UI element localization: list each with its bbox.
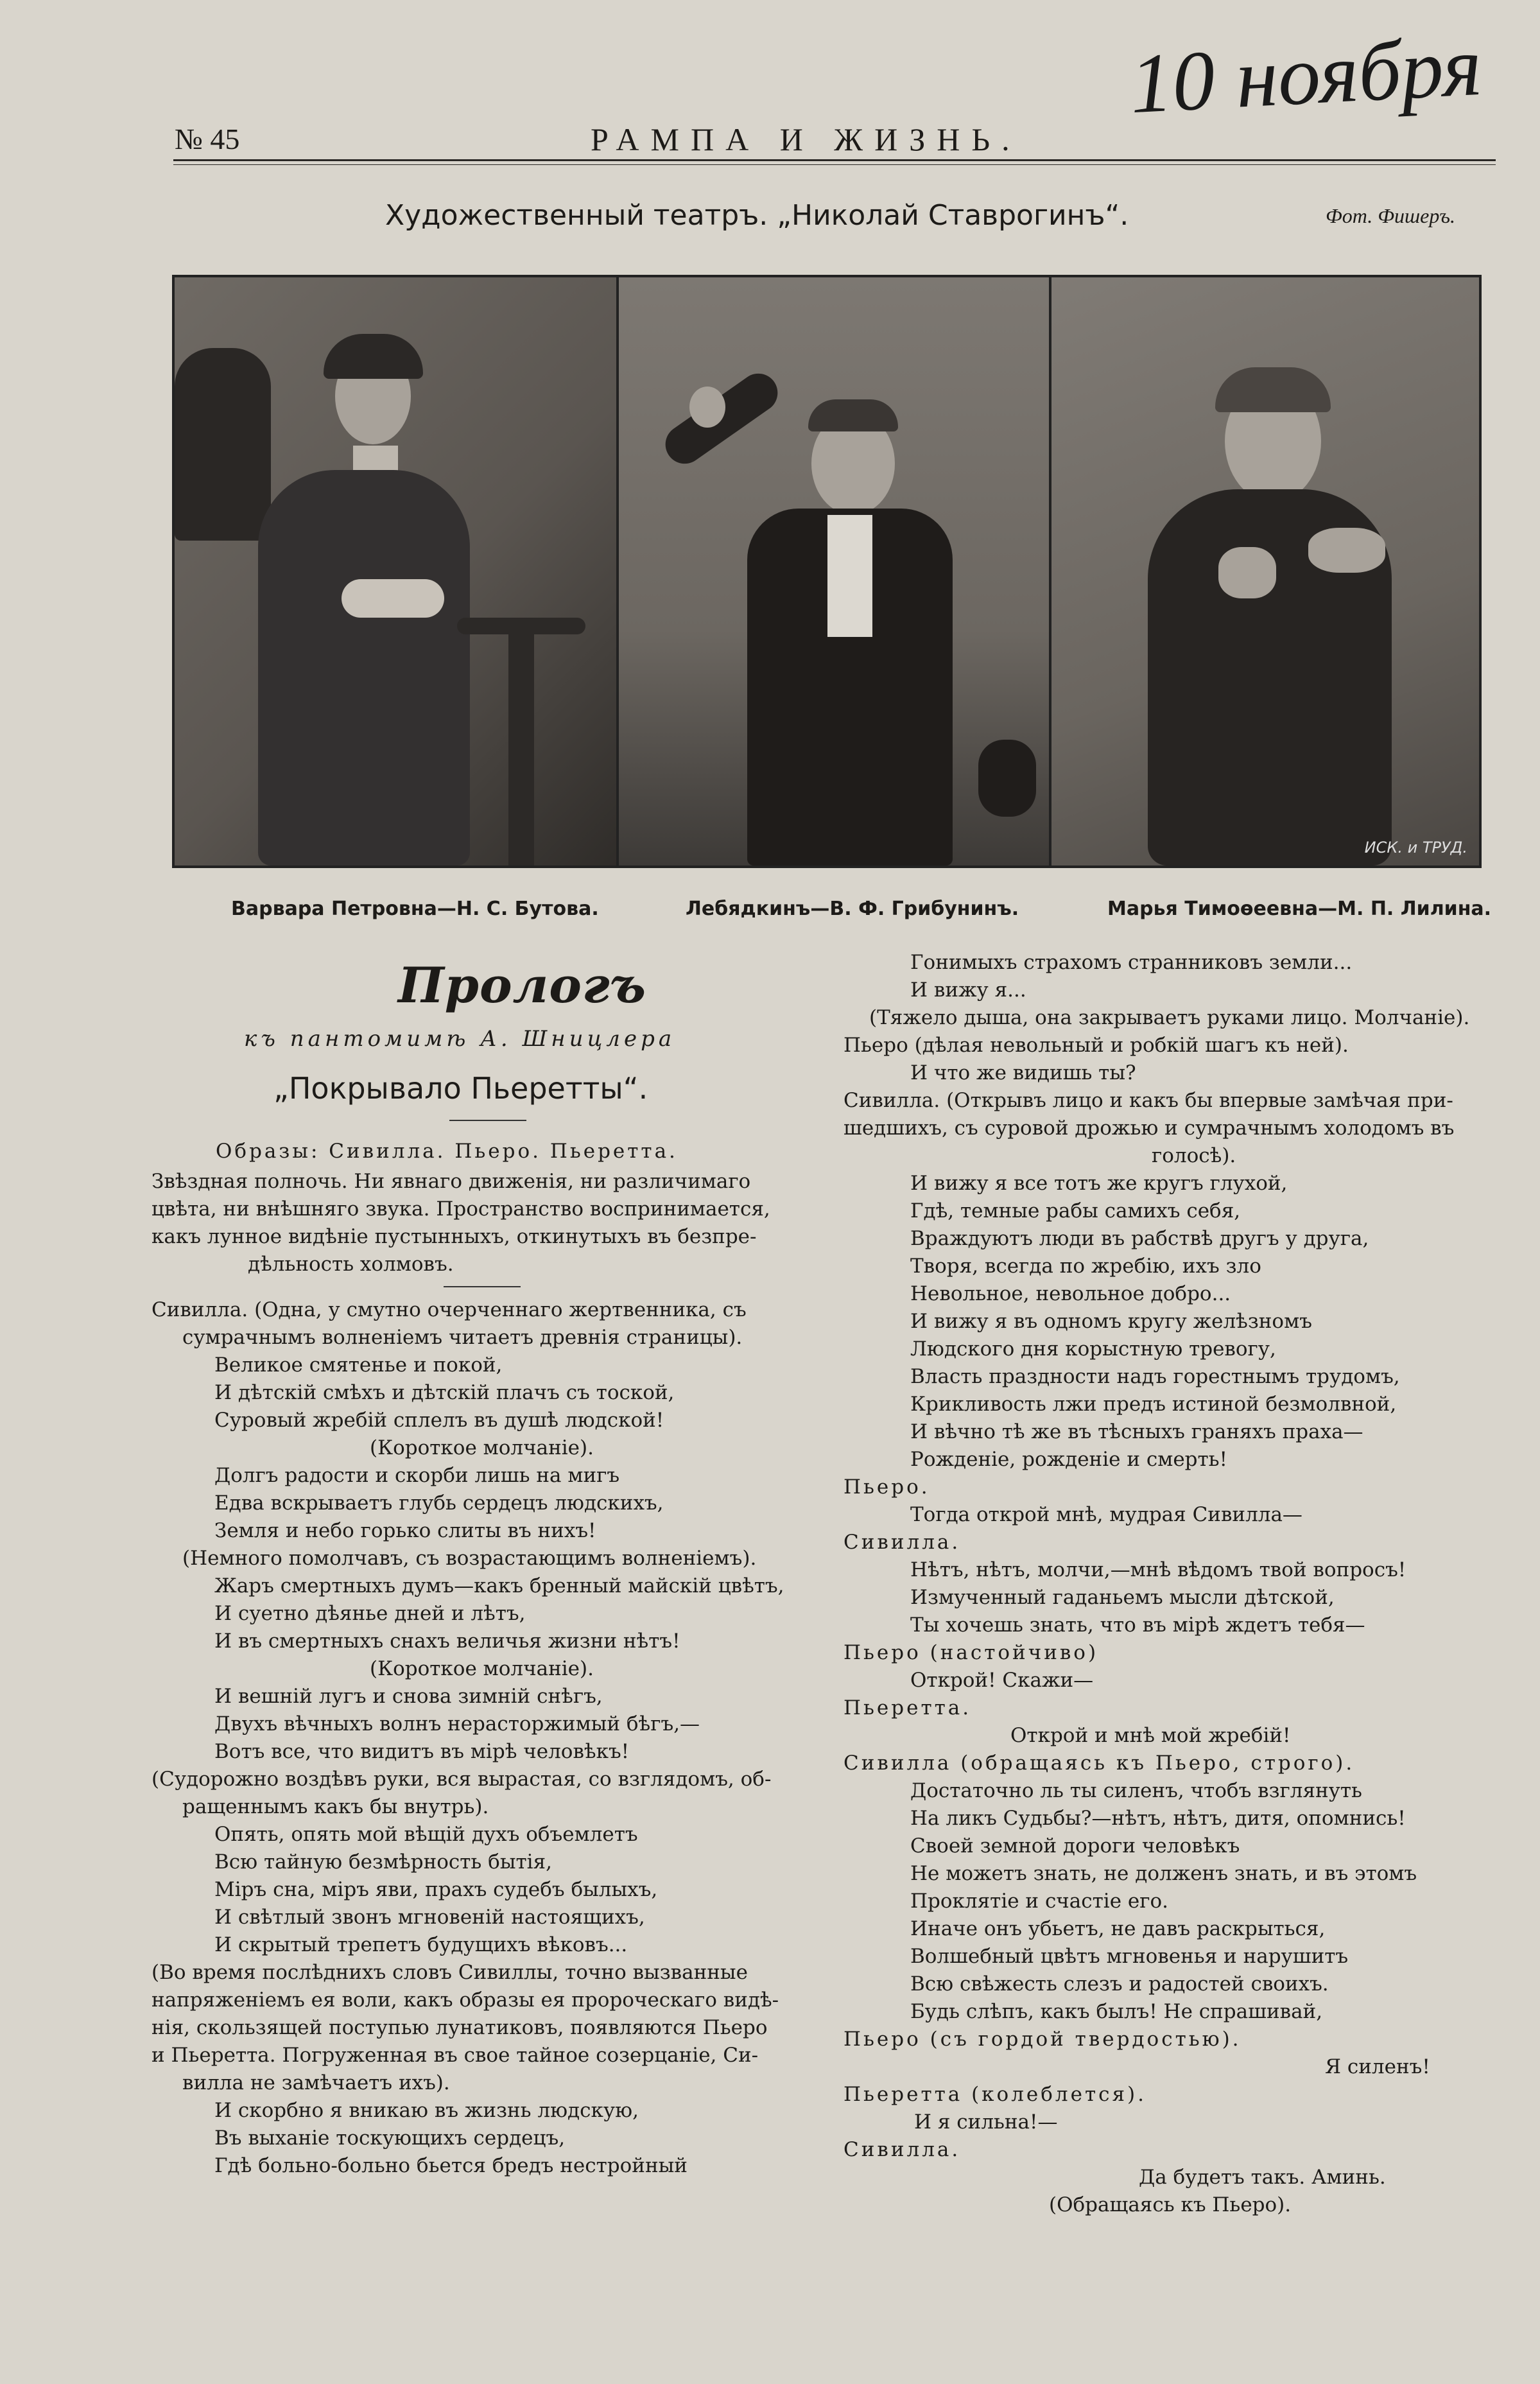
- verse-line: И вижу я въ одномъ кругу желѣзномъ: [910, 1310, 1312, 1333]
- caption-marya: Марья Тимоѳеевна—М. П. Лилина.: [1107, 898, 1492, 920]
- old-woman-hand: [1218, 547, 1276, 598]
- stage-direction: (Обращаясь къ Пьеро).: [1049, 2193, 1292, 2216]
- old-woman-hand-raised: [1308, 528, 1385, 573]
- verse-line: Гдѣ больно-больно бьется бредъ нестройный: [214, 2154, 688, 2177]
- verse-line: И вижу я...: [910, 979, 1026, 1002]
- verse-line: Суровый жребій сплелъ въ душѣ людской!: [214, 1409, 664, 1432]
- verse-line: Людского дня корыстную тревогу,: [910, 1337, 1276, 1361]
- verse-line: Всю тайную безмѣрность бытія,: [214, 1850, 552, 1874]
- speaker-line: Пьеро (настойчиво): [844, 1641, 1099, 1664]
- article-title: Прологъ: [398, 957, 646, 1014]
- verse-line: Тогда открой мнѣ, мудрая Сивилла—: [910, 1503, 1302, 1526]
- verse-line: Крикливость лжи предъ истиной безмолвной,: [910, 1393, 1397, 1416]
- stage-direction: нія, скользящей поступью лунатиковъ, появляются Пьеро: [151, 2016, 768, 2039]
- stage-direction: (Во время послѣднихъ словъ Сивиллы, точно вызванные: [151, 1961, 748, 1984]
- photo-varvara-petrovna: [175, 277, 616, 866]
- caption-lebyadkin: Лебядкинъ—В. Ф. Грибунинъ.: [686, 898, 1019, 920]
- verse-line: Едва вскрываетъ глубь сердецъ людскихъ,: [214, 1492, 664, 1515]
- engraver-mark: ИСК. и ТРУД.: [1364, 839, 1467, 857]
- verse-line: И въ смертныхъ снахъ величья жизни нѣтъ!: [214, 1630, 680, 1653]
- woman-dress: [258, 470, 470, 866]
- verse-line: Въ выханіе тоскующихъ сердецъ,: [214, 2127, 566, 2150]
- right-column: [844, 949, 1505, 2219]
- verse-line: И свѣтлый звонъ мгновеній настоящихъ,: [214, 1906, 645, 1929]
- verse-line: И я сильна!—: [914, 2110, 1058, 2134]
- verse-line: И скорбно я вникаю въ жизнь людскую,: [214, 2099, 639, 2122]
- verse-line: На ликъ Судьбы?—нѣтъ, нѣтъ, дитя, опомнись!: [910, 1807, 1406, 1830]
- verse-line: И скрытый трепетъ будущихъ вѣковъ...: [214, 1933, 628, 1956]
- verse-line: Міръ сна, міръ яви, прахъ судебъ былыхъ,: [214, 1878, 658, 1901]
- verse-line: Гонимыхъ страхомъ странниковъ земли...: [910, 951, 1353, 974]
- verse-line: Своей земной дороги человѣкъ: [910, 1834, 1240, 1858]
- verse-line: Я силенъ!: [1325, 2055, 1430, 2078]
- verse-line: Творя, всегда по жребію, ихъ зло: [910, 1255, 1261, 1278]
- photo-lebyadkin: [619, 277, 1049, 866]
- verse-line: Открой! Скажи—: [910, 1669, 1094, 1692]
- speaker-line: Сивилла (обращаясь къ Пьеро, строго).: [844, 1752, 1355, 1775]
- speaker-line: Пьеро (дѣлая невольный и робкій шагъ къ ней).: [844, 1034, 1349, 1057]
- verse-line: И что же видишь ты?: [910, 1061, 1136, 1084]
- verse-line: Достаточно ль ты силенъ, чтобъ взглянуть: [910, 1779, 1362, 1802]
- armchair: [175, 348, 271, 541]
- stage-direction: (Немного помолчавъ, съ возрастающимъ волненіемъ).: [182, 1547, 757, 1570]
- stage-direction: ращеннымъ какъ бы внутрь).: [182, 1795, 489, 1818]
- handwritten-date: 10 ноября: [1127, 18, 1484, 132]
- speaker-line: Пьеретта.: [844, 1696, 972, 1719]
- verse-line: Нѣтъ, нѣтъ, молчи,—мнѣ вѣдомъ твой вопросъ!: [910, 1558, 1406, 1581]
- speaker-line: Сивилла.: [844, 1531, 961, 1554]
- text-line: цвѣта, ни внѣшняго звука. Пространство воспринимается,: [151, 1197, 770, 1221]
- verse-line: И суетно дѣянье дней и лѣтъ,: [214, 1602, 526, 1625]
- hat-in-hand: [978, 740, 1036, 817]
- verse-line: Открой и мнѣ мой жребій!: [1010, 1724, 1291, 1747]
- article-rule: [449, 1120, 526, 1121]
- article-subtitle: къ пантомимѣ А. Шницлера: [244, 1026, 676, 1052]
- stage-direction: вилла не замѣчаетъ ихъ).: [182, 2071, 450, 2094]
- speaker-line: Пьеретта (колеблется).: [844, 2083, 1146, 2106]
- verse-line: Да будетъ такъ. Аминь.: [1139, 2166, 1386, 2189]
- photo-marya-timofeevna: [1051, 277, 1479, 866]
- verse-line: Великое смятенье и покой,: [214, 1353, 503, 1377]
- speaker-line: Сивилла. (Открывъ лицо и какъ бы впервые замѣчая при-: [844, 1089, 1453, 1112]
- woman-hair: [324, 334, 423, 379]
- verse-line: И вешній лугъ и снова зимній снѣгъ,: [214, 1685, 603, 1708]
- stage-direction: (Короткое молчаніе).: [370, 1436, 594, 1459]
- verse-line: Проклятіе и счастіе его.: [910, 1890, 1169, 1913]
- stage-direction: (Судорожно воздѣвъ руки, вся вырастая, со взглядомъ, об-: [151, 1768, 772, 1791]
- man-hair: [808, 399, 898, 431]
- verse-line: Враждуютъ люди въ рабствѣ другъ у друга,: [910, 1227, 1369, 1250]
- verse-line: Земля и небо горько слиты въ нихъ!: [214, 1519, 596, 1542]
- left-column: [151, 1138, 813, 2180]
- verse-line: Будь слѣпъ, какъ былъ! Не спрашивай,: [910, 2000, 1323, 2023]
- speaker-line: Пьеро (съ гордой твердостью).: [844, 2028, 1242, 2051]
- verse-line: Волшебный цвѣтъ мгновенья и нарушитъ: [910, 1945, 1349, 1968]
- header-rule: [173, 159, 1496, 161]
- text-line: Звѣздная полночь. Ни явнаго движенія, ни различимаго: [151, 1170, 751, 1193]
- verse-line: Рожденіе, рожденіе и смерть!: [910, 1448, 1228, 1471]
- text-line: дѣльность холмовъ.: [248, 1253, 454, 1276]
- text-line: сумрачнымъ волненіемъ читаетъ древнія страницы).: [182, 1326, 743, 1349]
- verse-line: Всю свѣжесть слезъ и радостей своихъ.: [910, 1972, 1329, 1996]
- verse-line: Опять, опять мой вѣщій духъ объемлетъ: [214, 1823, 638, 1846]
- stage-direction: и Пьеретта. Погруженная въ свое тайное созерцаніе, Си-: [151, 2044, 759, 2067]
- verse-line: И дѣтскій смѣхъ и дѣтскій плачъ съ тоской,: [214, 1381, 675, 1404]
- journal-title: РАМПА И ЖИЗНЬ.: [591, 121, 1021, 157]
- feature-title: Художественный театръ. „Николай Ставрогинъ“.: [385, 199, 1129, 232]
- raised-hand: [689, 387, 725, 428]
- verse-line: Измученный гаданьемъ мысли дѣтской,: [910, 1586, 1335, 1609]
- section-rule: [444, 1286, 521, 1287]
- verse-line: И вѣчно тѣ же въ тѣсныхъ граняхъ праха—: [910, 1420, 1363, 1443]
- verse-line: Двухъ вѣчныхъ волнъ нерасторжимый бѣгъ,—: [214, 1712, 700, 1736]
- verse-line: Иначе онъ убьетъ, не давъ раскрыться,: [910, 1917, 1326, 1940]
- woman-sleeves: [342, 579, 444, 618]
- cast-line: Образы: Сивилла. Пьеро. Пьеретта.: [216, 1140, 678, 1163]
- side-table-leg: [508, 631, 534, 866]
- stage-direction: голосѣ).: [1152, 1144, 1236, 1167]
- verse-line: Долгъ радости и скорби лишь на мигъ: [214, 1464, 620, 1487]
- stage-direction: (Тяжело дыша, она закрываетъ руками лицо. Молчаніе).: [869, 1006, 1470, 1029]
- old-woman-hair: [1215, 367, 1331, 412]
- photo-credit: Фот. Фишеръ.: [1326, 204, 1455, 227]
- verse-line: Невольное, невольное добро...: [910, 1282, 1231, 1305]
- verse-line: Власть праздности надъ горестнымъ трудомъ,: [910, 1365, 1400, 1388]
- verse-line: Не можетъ знать, не долженъ знать, и въ этомъ: [910, 1862, 1417, 1885]
- verse-line: И вижу я все тотъ же кругъ глухой,: [910, 1172, 1288, 1195]
- issue-number: № 45: [175, 123, 240, 155]
- stage-direction: напряженіемъ ея воли, какъ образы ея пророческаго видѣ-: [151, 1988, 779, 2012]
- man-shirt: [827, 515, 872, 637]
- verse-line: Жаръ смертныхъ думъ—какъ бренный майскій цвѣтъ,: [214, 1574, 784, 1597]
- text-line: Сивилла. (Одна, у смутно очерченнаго жертвенника, съ: [151, 1298, 747, 1321]
- verse-line: Ты хочешь знать, что въ мірѣ ждетъ тебя—: [910, 1614, 1365, 1637]
- caption-varvara: Варвара Петровна—Н. С. Бутова.: [231, 898, 599, 920]
- speaker-line: Сивилла.: [844, 2138, 961, 2161]
- stage-direction: (Короткое молчаніе).: [370, 1657, 594, 1680]
- verse-line: Вотъ все, что видитъ въ мірѣ человѣкъ!: [214, 1740, 630, 1763]
- speaker-line: Пьеро.: [844, 1475, 930, 1499]
- header-rule-thin: [173, 164, 1496, 165]
- article-work-title: „Покрывало Пьеретты“.: [273, 1071, 648, 1106]
- verse-line: Гдѣ, темные рабы самихъ себя,: [910, 1199, 1241, 1222]
- stage-direction: шедшихъ, съ суровой дрожью и сумрачнымъ холодомъ въ: [844, 1117, 1455, 1140]
- text-line: какъ лунное видѣніе пустынныхъ, откинутыхъ въ безпре-: [151, 1225, 757, 1248]
